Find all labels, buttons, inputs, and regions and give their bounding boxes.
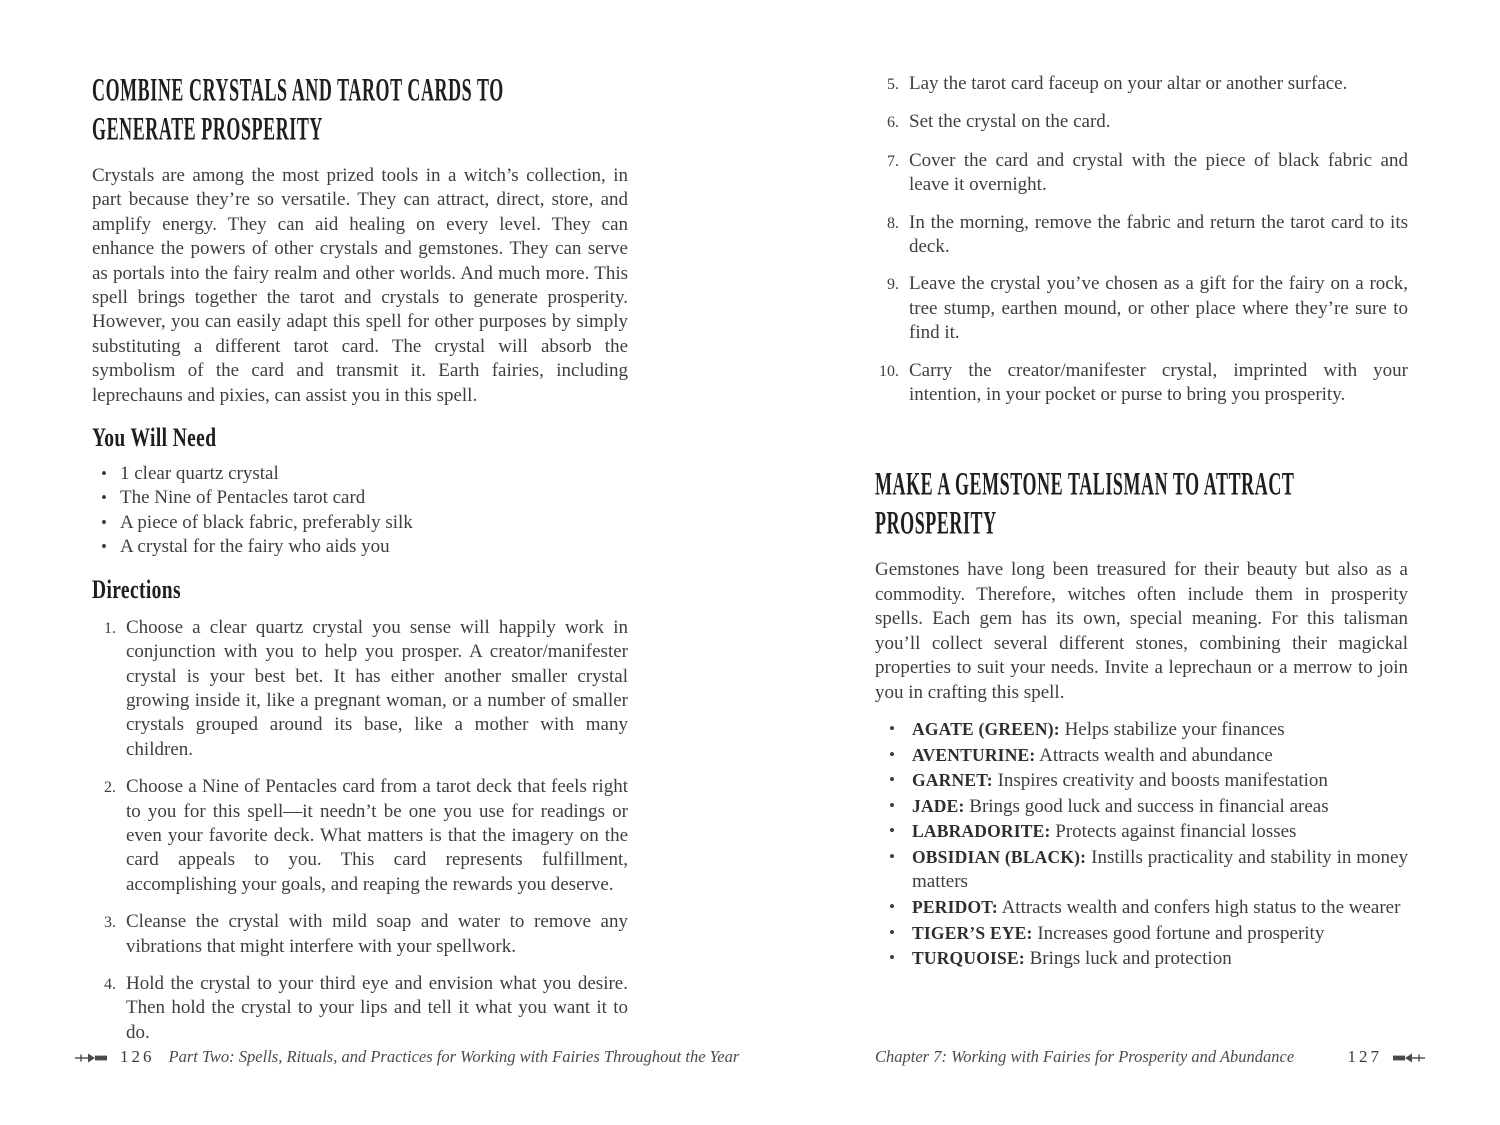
page-number: 127 [1347,1047,1382,1066]
right-page-footer [875,1047,1426,1067]
page-number: 126 [120,1047,155,1066]
direction-text: Lay the tarot card faceup on your altar or another surface. [909,73,1348,94]
gemstone-item [875,895,1408,921]
gemstone-name: AVENTURINE: [912,744,1036,765]
supply-item: • A piece of black fabric, preferably silk [92,511,628,535]
direction-item [875,110,1408,135]
gemstone-name: OBSIDIAN (BLACK): [912,846,1087,867]
gemstone-description: Brings luck and protection [1024,948,1232,970]
page-title [875,464,1408,542]
gemstone-description: Protects against financial losses [1050,821,1297,843]
page-title-line: PROSPERITY [875,504,997,542]
gemstone-name: TURQUOISE: [912,948,1025,969]
footer-part-title: Part Two: Spells, Rituals, and Practices for Working with Fairies Throughout the Year [168,1047,740,1066]
gemstone-description: Helps stabilize your finances [1059,718,1285,740]
left-page-footer [74,1047,740,1067]
direction-text: Leave the crystal you’ve chosen as a gift for the fairy on a rock, tree stump, earthen mound, or other place where they’re sure to find it. [909,273,1408,344]
gemstone-item [875,845,1408,895]
footer-page-group [1334,1047,1427,1067]
supply-item: • The Nine of Pentacles tarot card [92,486,628,510]
gemstone-name: PERIDOT: [912,897,998,918]
page-title-line: GENERATE PROSPERITY [92,110,323,147]
directions-list-continued [875,72,1408,407]
direction-item [875,149,1408,198]
directions-heading: Directions [92,574,181,604]
direction-number: 2. [104,779,116,797]
page-title-line: MAKE A GEMSTONE TALISMAN TO ATTRACT [875,465,1295,503]
direction-item [875,211,1408,260]
section-gap [875,420,1408,464]
direction-item [92,972,628,1045]
arrow-ornament-icon [1392,1051,1426,1063]
supply-item: • A crystal for the fairy who aids you [92,535,628,559]
gemstone-description: Increases good fortune and prosperity [1032,922,1325,944]
direction-number: 5. [887,76,899,93]
direction-text: Choose a clear quartz crystal you sense will happily work in conjunction with you to help you prosper. A creator/manifester crystal is your best bet. It has either another smaller crystal growing inside it, like a pregnant woman, or a number of smaller crystals grouped around its base, like a mother with many children. [126,616,628,760]
gemstone-name: TIGER’S EYE: [912,922,1033,943]
page-title-line: COMBINE CRYSTALS AND TAROT CARDS TO [92,71,504,108]
gemstone-description: Instills practicality and stability in money matters [912,846,1408,893]
gemstone-item [875,743,1408,769]
direction-text: Carry the creator/manifester crystal, imprinted with your intention, in your pocket or purse to bring you prosperity. [909,359,1408,406]
footer-chapter-title: Chapter 7: Working with Fairies for Prosperity and Abundance [875,1047,1295,1066]
direction-text: In the morning, remove the fabric and return the tarot card to its deck. [909,211,1408,258]
direction-text: Cover the card and crystal with the piece of black fabric and leave it overnight. [909,149,1408,196]
direction-item [875,272,1408,345]
direction-number: 7. [887,152,899,170]
you-will-need-heading: You Will Need [92,422,217,453]
supply-item: • 1 clear quartz crystal [92,462,628,486]
gemstone-name: GARNET: [912,770,993,791]
gemstone-description: Attracts wealth and confers high status to the wearer [997,897,1401,919]
direction-item [92,910,628,959]
direction-number: 6. [887,114,899,132]
direction-text: Choose a Nine of Pentacles card from a tarot deck that feels right to you for this spell—it needn’t be one you use for readings or even your favorite deck. What matters is that the imagery on the card appeals to you. This card represents fulfillment, accomplishing your goals, and reaping the rewards you deserve. [126,776,628,895]
gemstone-item [875,921,1408,947]
gemstone-name: JADE: [912,795,965,816]
gemstone-name: LABRADORITE: [912,821,1051,842]
direction-number: 1. [104,619,116,637]
direction-item [92,775,628,897]
gemstone-description: Inspires creativity and boosts manifestation [992,770,1328,792]
gemstone-name: AGATE (GREEN): [912,718,1060,739]
gemstone-list [875,717,1408,972]
supplies-list [92,462,628,560]
direction-item [875,72,1408,97]
direction-item [92,616,628,762]
page-title [92,70,628,148]
direction-number: 9. [887,276,899,294]
gemstone-item [875,794,1408,820]
gemstone-description: Brings good luck and success in financial areas [964,795,1329,817]
gemstone-description: Attracts wealth and abundance [1035,744,1273,766]
gemstone-item [875,819,1408,845]
direction-number: 3. [104,914,116,932]
gemstone-item [875,717,1408,743]
directions-list [92,616,628,1046]
direction-number: 4. [104,975,116,993]
intro-paragraph: Crystals are among the most prized tools in a witch’s collection, in part because they’re so versatile. They can attract, direct, store, and amplify energy. They can aid healing on every level. They can enhance the powers of other crystals and gemstones. They can serve as portals into the fairy realm and other worlds. And much more. This spell brings together the tarot and crystals to generate prosperity. However, you can easily adapt this spell for other purposes by simply substituting a different tarot card. The crystal will absorb the symbolism of the card and transmit it. Earth fairies, including leprechauns and pixies, can assist you in this spell. [92,165,628,406]
direction-text: Cleanse the crystal with mild soap and water to remove any vibrations that might interfere with your spellwork. [126,911,628,957]
direction-number: 8. [887,214,899,232]
arrow-ornament-icon [74,1051,108,1063]
direction-number: 10. [879,362,899,380]
intro-paragraph: Gemstones have long been treasured for their beauty but also as a commodity. Therefore, witches often include them in prosperity spells. Each gem has its own, special meaning. For this talisman you’ll collect several different stones, combining their magickal properties to suit your needs. Invite a leprechaun or a merrow to join you in crafting this spell. [875,559,1408,703]
direction-text: Set the crystal on the card. [909,111,1111,133]
gemstone-item [875,768,1408,794]
direction-text: Hold the crystal to your third eye and envision what you desire. Then hold the crystal to your lips and tell it what you want it to do. [126,972,628,1043]
direction-item [875,359,1408,408]
right-page [750,0,1500,1125]
gemstone-item [875,946,1408,972]
